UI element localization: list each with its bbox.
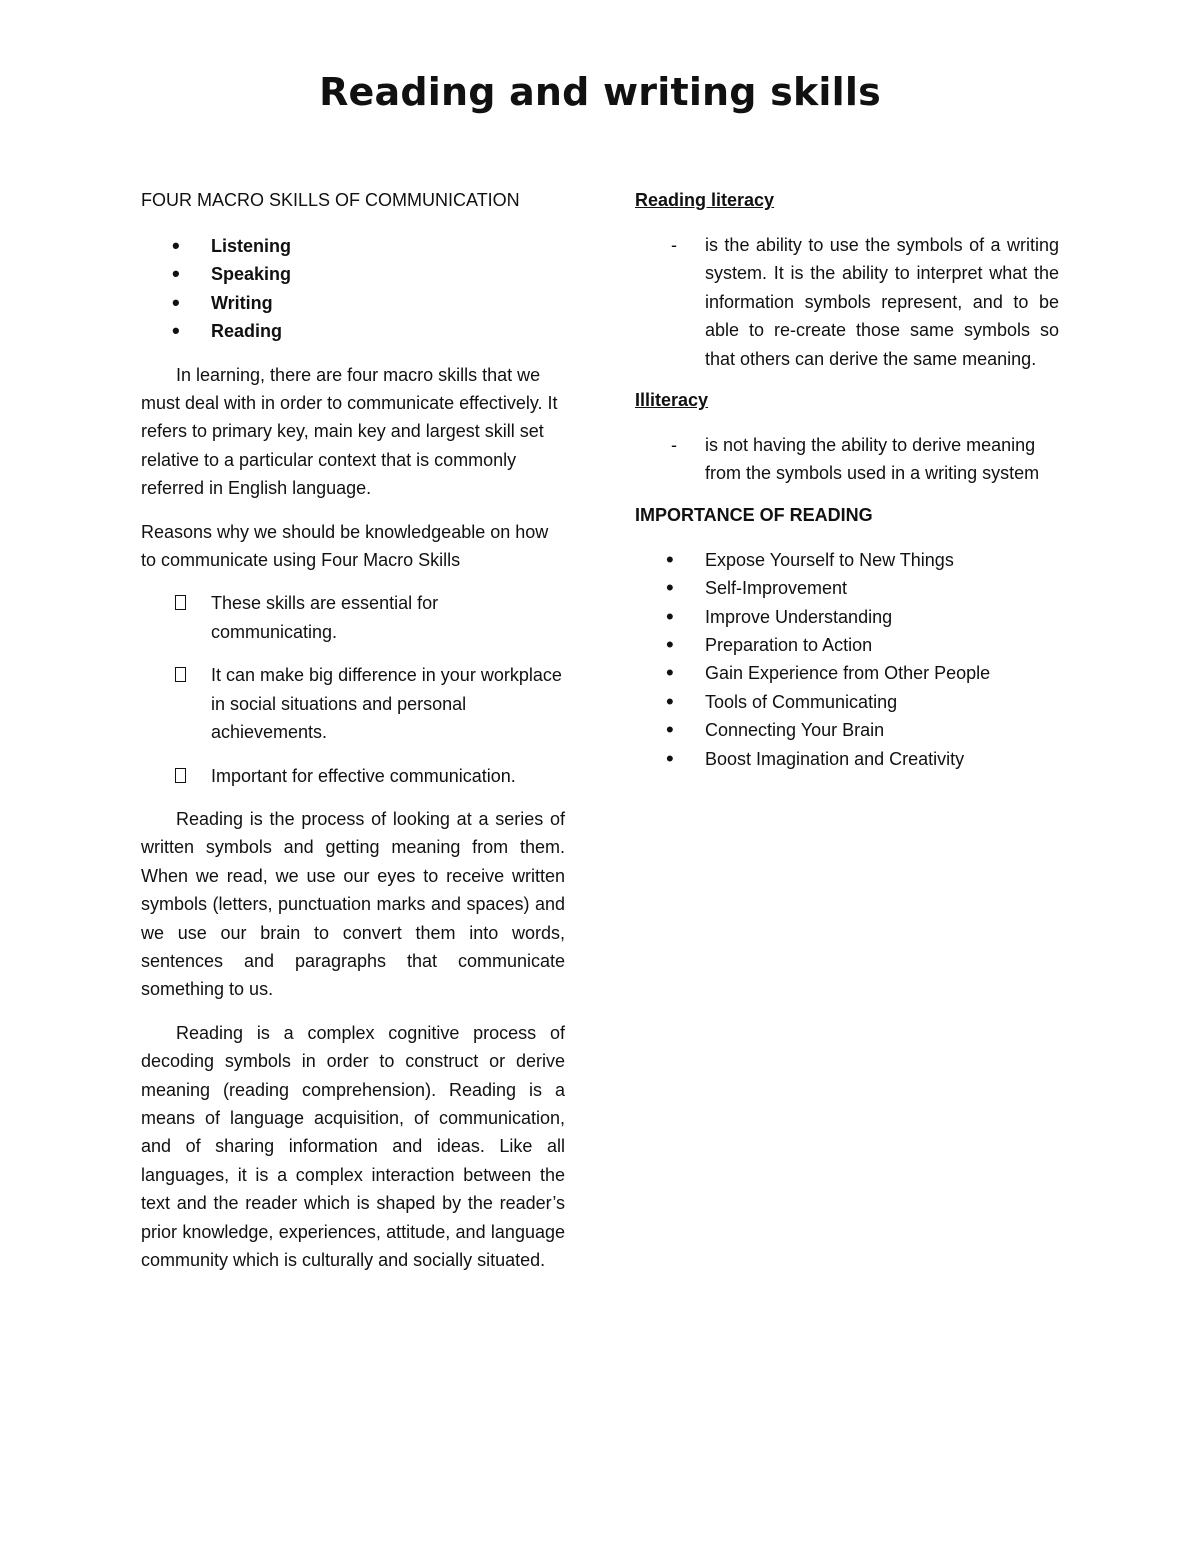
list-item: • Connecting Your Brain [635,716,1059,744]
reasons-list [141,589,565,789]
list-item: • Writing [141,289,565,317]
list-item: • Reading [141,317,565,345]
dash-marker: - [671,435,677,456]
checkbox-icon [175,595,186,610]
document-title: Reading and writing skills [319,70,881,114]
importance-list [635,546,1059,773]
list-item: • Tools of Communicating [635,688,1059,716]
reason-text: It can make big difference in your workplace in social situations and personal achievements. [211,665,562,743]
reason-text: Important for effective communication. [211,765,516,786]
left-column [141,188,565,1289]
illiteracy-definition [635,431,1059,488]
illiteracy-heading: Illiteracy [635,390,709,411]
list-item: • Expose Yourself to New Things [635,546,1059,574]
reading-paragraph-1: Reading is the process of looking at a series of written symbols and getting meaning from them. When we read, we use our eyes to receive written symbols (letters, punctuation marks and spaces) and we use our brain to convert them into words, sentences and paragraphs that communicate something to us. [141,808,565,1000]
checkbox-icon [175,768,186,783]
reading-literacy-heading: Reading literacy [635,190,775,210]
importance-heading: IMPORTANCE OF READING [635,504,873,525]
list-item: • Improve Understanding [635,603,1059,631]
intro-paragraph: In learning, there are four macro skills that we must deal with in order to communicate effectively. It refers to primary key, main key and largest skill set relative to a particular context that is commonly referred in English language. [141,364,558,499]
right-column [635,188,1059,773]
list-item: • Self-Improvement [635,574,1059,602]
list-item: • Gain Experience from Other People [635,659,1059,687]
definition-text: is the ability to use the symbols of a writing system. It is the ability to interpret what the information symbols represent, and to be able to re-create those same symbols so that others can derive the same meaning. [705,235,1059,369]
checkbox-icon [175,667,186,682]
list-item [141,589,565,646]
definition-text: is not having the ability to derive meaning from the symbols used in a writing system [705,435,1040,484]
macro-skills-heading: FOUR MACRO SKILLS OF COMMUNICATION [141,190,520,210]
list-item [141,762,565,790]
list-item: • Speaking [141,260,565,288]
reason-text: These skills are essential for communicating. [211,593,439,642]
reading-paragraph-2: Reading is a complex cognitive process of decoding symbols in order to construct or derive meaning (reading comprehension). Reading is a means of language acquisition, of communication, and of sharing information and ideas. Like all languages, it is a complex interaction between the text and the reader which is shaped by the reader’s prior knowledge, experiences, attitude, and language community which is culturally and socially situated. [141,1022,565,1270]
reasons-heading: Reasons why we should be knowledgeable on how to communicate using Four Macro Skills [141,521,549,571]
list-item: • Preparation to Action [635,631,1059,659]
reading-literacy-definition [635,231,1059,373]
list-item: • Listening [141,232,565,260]
list-item [141,661,565,746]
macro-skills-list [141,232,565,346]
list-item: • Boost Imagination and Creativity [635,745,1059,773]
dash-marker: - [671,235,677,255]
